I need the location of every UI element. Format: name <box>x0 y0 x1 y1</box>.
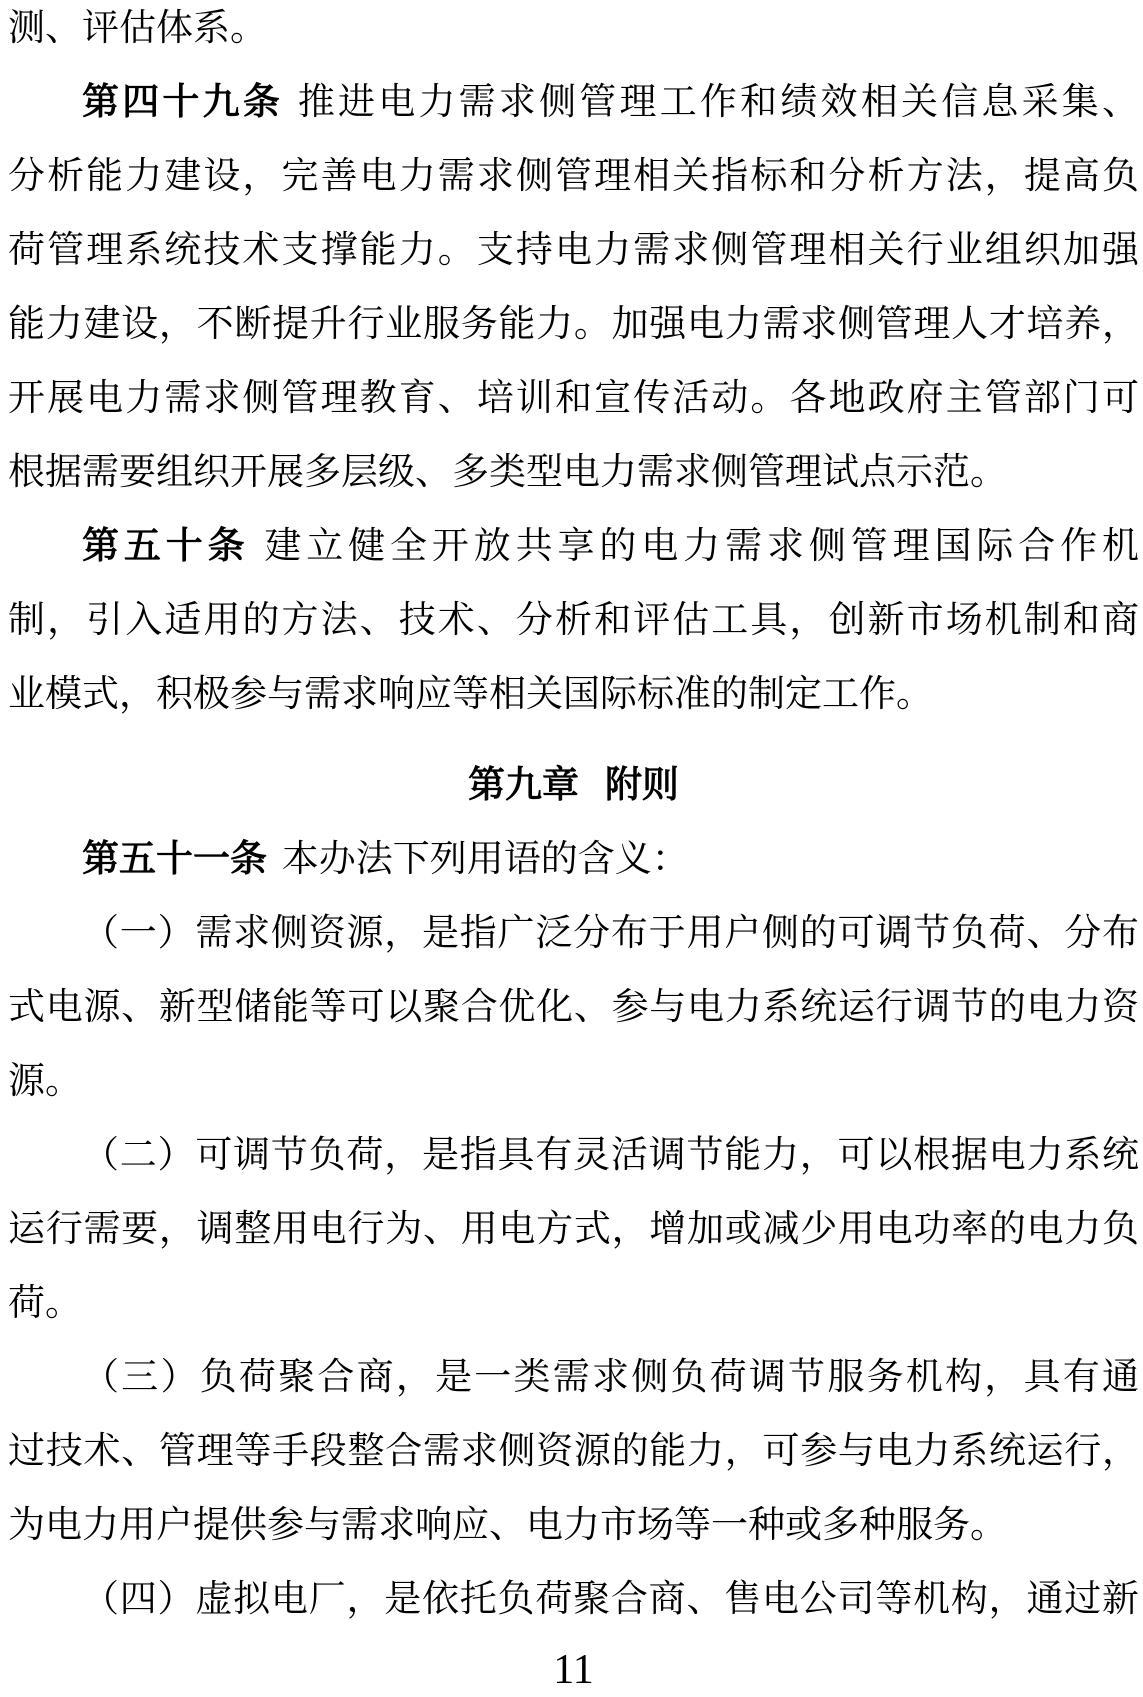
text-run: 源。 <box>8 1061 82 1102</box>
chapter-heading <box>8 749 1139 823</box>
text-line <box>8 140 1139 214</box>
text-line <box>8 1489 1139 1563</box>
text-run: 过技术、管理等手段整合需求侧资源的能力，可参与电力系统运行， <box>8 1431 1139 1472</box>
text-run: 本办法下列用语的含义： <box>281 839 689 880</box>
text-run: （四）虚拟电厂，是依托负荷聚合商、售电公司等机构，通过新 <box>82 1579 1139 1620</box>
text-run: 制，引入适用的方法、技术、分析和评估工具，创新市场机制和商 <box>8 600 1139 641</box>
text-run: 荷。 <box>8 1283 82 1324</box>
text-line <box>8 362 1139 436</box>
article-label: 第九章 <box>468 765 580 806</box>
text-run: 根据需要组织开展多层级、多类型电力需求侧管理试点示范。 <box>8 452 1007 493</box>
text-run: （一）需求侧资源，是指广泛分布于用户侧的可调节负荷、分布 <box>82 913 1139 954</box>
text-run: 业模式，积极参与需求响应等相关国际标准的制定工作。 <box>8 674 933 715</box>
text-line <box>8 66 1139 140</box>
text-line <box>8 1119 1139 1193</box>
text-run: 能力建设，不断提升行业服务能力。加强电力需求侧管理人才培养， <box>8 304 1139 345</box>
text-run: 建立健全开放共享的电力需求侧管理国际合作机 <box>264 526 1139 567</box>
text-line <box>8 510 1139 584</box>
text-run: 荷管理系统技术支撑能力。支持电力需求侧管理相关行业组织加强 <box>8 230 1139 271</box>
text-line <box>8 1341 1139 1415</box>
text-run: 测、评估体系。 <box>8 8 267 49</box>
text-line <box>8 1415 1139 1489</box>
text-line <box>8 1267 1139 1341</box>
text-line <box>8 658 1139 732</box>
text-line <box>8 1045 1139 1119</box>
article-label: 附则 <box>604 765 679 806</box>
text-line <box>8 584 1139 658</box>
text-line <box>8 971 1139 1045</box>
text-run: 分析能力建设，完善电力需求侧管理相关指标和分析方法，提高负 <box>8 156 1139 197</box>
text-run: （三）负荷聚合商，是一类需求侧负荷调节服务机构，具有通 <box>82 1357 1139 1398</box>
article-label: 第四十九条 <box>82 82 284 123</box>
article-label: 第五十一条 <box>82 839 267 880</box>
text-line <box>8 436 1139 510</box>
article-label: 第五十条 <box>82 526 250 567</box>
text-run: 开展电力需求侧管理教育、培训和宣传活动。各地政府主管部门可 <box>8 378 1139 419</box>
page-number: 11 <box>553 1647 594 1693</box>
text-run: 为电力用户提供参与需求响应、电力市场等一种或多种服务。 <box>8 1505 1007 1546</box>
text-run: 式电源、新型储能等可以聚合优化、参与电力系统运行调节的电力资 <box>8 987 1139 1028</box>
text-line <box>8 823 1139 897</box>
text-run: （二）可调节负荷，是指具有灵活调节能力，可以根据电力系统 <box>82 1135 1139 1176</box>
text-line <box>8 0 1139 66</box>
text-line <box>8 1193 1139 1267</box>
text-line <box>8 1563 1139 1637</box>
text-run: 运行需要，调整用电行为、用电方式，增加或减少用电功率的电力负 <box>8 1209 1139 1250</box>
text-line <box>8 214 1139 288</box>
text-line <box>8 288 1139 362</box>
text-line <box>8 897 1139 971</box>
document-body <box>8 0 1139 1637</box>
text-run: 推进电力需求侧管理工作和绩效相关信息采集、 <box>297 82 1139 123</box>
